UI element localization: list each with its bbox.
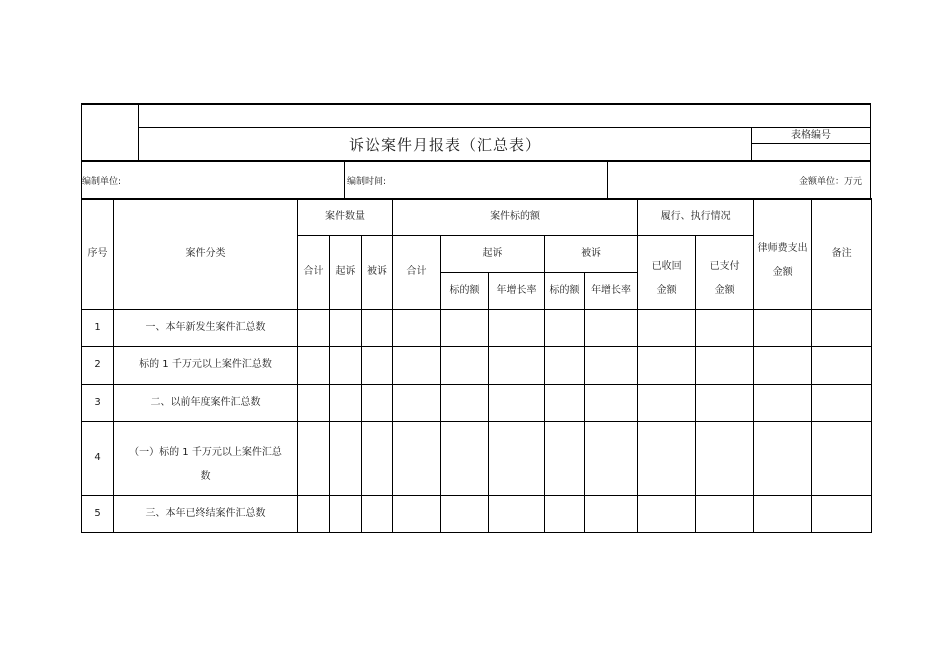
report-title: 诉讼案件月报表（汇总表）: [348, 135, 541, 154]
data-cell[interactable]: [696, 309, 754, 346]
data-cell[interactable]: [330, 421, 362, 495]
data-cell[interactable]: [362, 309, 393, 346]
row-category: 二、以前年度案件汇总数: [114, 384, 298, 421]
form-code-box: [751, 128, 870, 160]
header-sued-yoy-growth: 年增长率: [585, 272, 638, 309]
data-cell[interactable]: [441, 309, 489, 346]
data-cell[interactable]: [393, 309, 441, 346]
header-count-sued: 被诉: [362, 235, 393, 309]
data-cell[interactable]: [545, 421, 585, 495]
header-count-sue: 起诉: [330, 235, 362, 309]
data-cell[interactable]: [489, 346, 545, 384]
data-cell[interactable]: [585, 421, 638, 495]
data-cell[interactable]: [330, 495, 362, 532]
header-paid-line1: 已支付: [709, 260, 740, 272]
data-cell[interactable]: [330, 309, 362, 346]
header-sue-yoy-growth: 年增长率: [489, 272, 545, 309]
data-cell[interactable]: [585, 384, 638, 421]
header-case-amount: 案件标的额: [393, 199, 638, 235]
data-cell[interactable]: [754, 346, 812, 384]
data-cell[interactable]: [545, 384, 585, 421]
header-count-total: 合计: [298, 235, 330, 309]
data-cell[interactable]: [585, 346, 638, 384]
data-cell[interactable]: [441, 421, 489, 495]
data-cell[interactable]: [298, 421, 330, 495]
data-cell[interactable]: [441, 346, 489, 384]
data-cell[interactable]: [696, 495, 754, 532]
header-case-count: 案件数量: [298, 199, 393, 235]
table-row: [82, 346, 872, 384]
data-cell[interactable]: [696, 421, 754, 495]
data-cell[interactable]: [754, 495, 812, 532]
header-received-line2: 金额: [656, 284, 677, 296]
data-cell[interactable]: [812, 495, 872, 532]
data-cell[interactable]: [545, 309, 585, 346]
data-cell[interactable]: [638, 346, 696, 384]
header-paid: [696, 235, 754, 309]
data-cell[interactable]: [330, 346, 362, 384]
row-category-line1: （一）标的 1 千万元以上案件汇总: [129, 446, 282, 458]
header-amount-sued: 被诉: [545, 235, 638, 272]
header-lawyer-fee: [754, 199, 812, 309]
data-cell[interactable]: [754, 309, 812, 346]
data-cell[interactable]: [393, 421, 441, 495]
data-cell[interactable]: [638, 384, 696, 421]
data-cell[interactable]: [330, 384, 362, 421]
row-seq: 5: [82, 495, 114, 532]
data-cell[interactable]: [362, 346, 393, 384]
data-cell[interactable]: [489, 384, 545, 421]
data-cell[interactable]: [638, 309, 696, 346]
data-cell[interactable]: [696, 346, 754, 384]
data-cell[interactable]: [393, 346, 441, 384]
info-row: [81, 160, 871, 198]
row-category-line2: 数: [200, 470, 211, 482]
report-table: [81, 198, 872, 533]
data-cell[interactable]: [393, 495, 441, 532]
data-cell[interactable]: [696, 384, 754, 421]
data-cell[interactable]: [812, 346, 872, 384]
data-cell[interactable]: [362, 421, 393, 495]
prepared-by-unit-field[interactable]: 编制单位:: [82, 176, 122, 187]
data-cell[interactable]: [489, 421, 545, 495]
data-cell[interactable]: [441, 495, 489, 532]
data-cell[interactable]: [812, 421, 872, 495]
data-cell[interactable]: [585, 309, 638, 346]
header-paid-line2: 金额: [714, 284, 735, 296]
data-cell[interactable]: [489, 309, 545, 346]
form-code-value-cell[interactable]: [752, 144, 870, 160]
header-category: 案件分类: [114, 199, 298, 309]
data-cell[interactable]: [362, 384, 393, 421]
row-seq: 2: [82, 346, 114, 384]
money-unit-label: 金额单位：万元: [798, 176, 862, 187]
header-received: [638, 235, 696, 309]
report-sheet: [81, 103, 871, 533]
title-block: [81, 103, 871, 160]
data-cell[interactable]: [298, 495, 330, 532]
data-cell[interactable]: [298, 309, 330, 346]
data-cell[interactable]: [638, 495, 696, 532]
table-row: [82, 495, 872, 532]
row-category: [114, 421, 298, 495]
header-sue-target-amount: 标的额: [441, 272, 489, 309]
header-seq: 序号: [82, 199, 114, 309]
data-cell[interactable]: [812, 309, 872, 346]
prepared-time-field[interactable]: 编制时间:: [344, 162, 608, 198]
data-cell[interactable]: [441, 384, 489, 421]
data-cell[interactable]: [585, 495, 638, 532]
form-code-label: 表格编号: [752, 128, 870, 144]
table-row: [82, 309, 872, 346]
header-amount-sue: 起诉: [441, 235, 545, 272]
header-sued-target-amount: 标的额: [545, 272, 585, 309]
data-cell[interactable]: [754, 421, 812, 495]
data-cell[interactable]: [545, 346, 585, 384]
data-cell[interactable]: [489, 495, 545, 532]
row-seq: 3: [82, 384, 114, 421]
data-cell[interactable]: [545, 495, 585, 532]
logo-box: [82, 105, 139, 160]
data-cell[interactable]: [298, 346, 330, 384]
row-category: 三、本年已终结案件汇总数: [114, 495, 298, 532]
data-cell[interactable]: [754, 384, 812, 421]
data-cell[interactable]: [298, 384, 330, 421]
header-remarks: 备注: [812, 199, 872, 309]
data-cell[interactable]: [393, 384, 441, 421]
header-performance: 履行、执行情况: [638, 199, 754, 235]
data-cell[interactable]: [812, 384, 872, 421]
header-received-line1: 已收回: [651, 260, 682, 272]
header-lawyer-fee-line1: 律师费支出: [757, 242, 808, 254]
data-cell[interactable]: [638, 421, 696, 495]
data-cell[interactable]: [362, 495, 393, 532]
row-category: 一、本年新发生案件汇总数: [114, 309, 298, 346]
header-lawyer-fee-line2: 金额: [772, 266, 793, 278]
table-row: [82, 421, 872, 495]
row-category: 标的 1 千万元以上案件汇总数: [114, 346, 298, 384]
header-amount-total: 合计: [393, 235, 441, 309]
table-row: [82, 384, 872, 421]
row-seq: 1: [82, 309, 114, 346]
row-seq: 4: [82, 421, 114, 495]
